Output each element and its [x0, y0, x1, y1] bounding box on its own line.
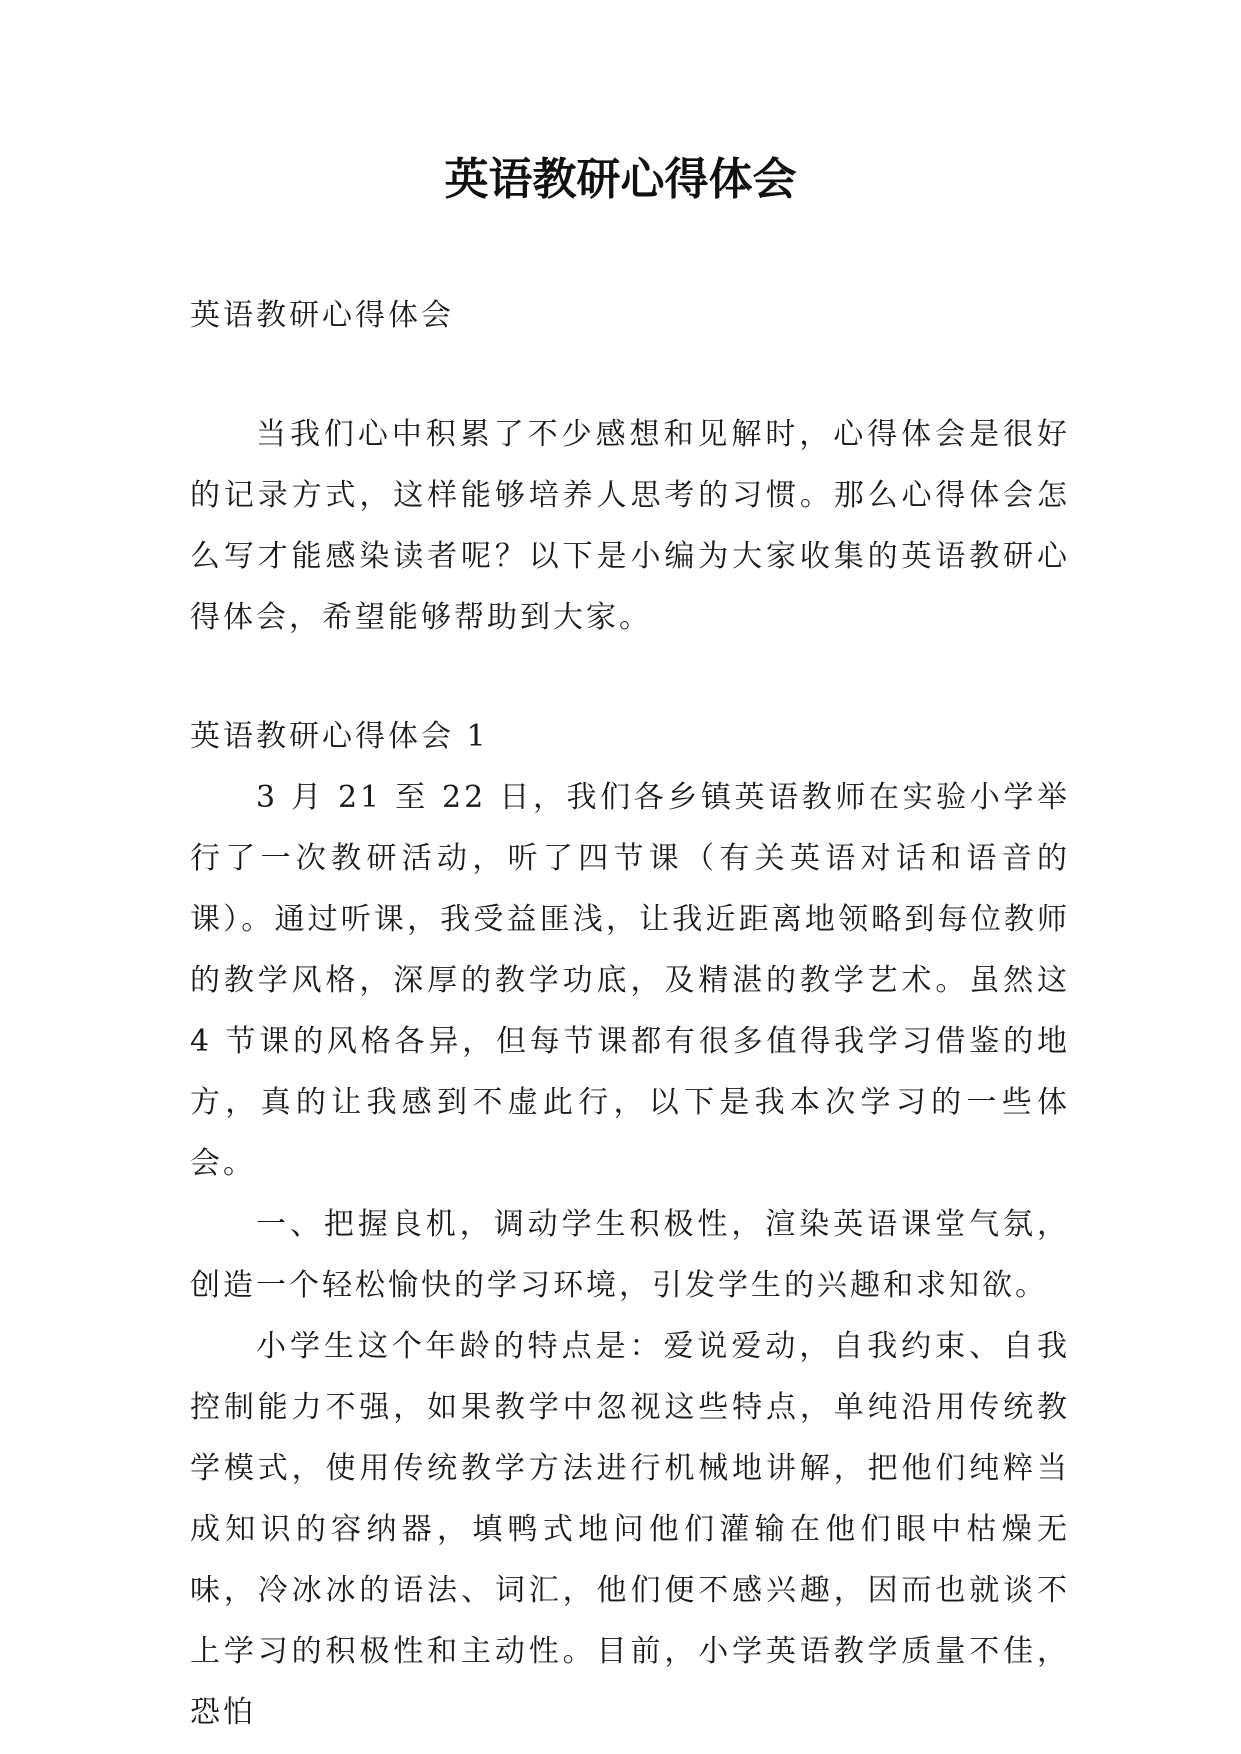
body-paragraph: 小学生这个年龄的特点是：爱说爱动，自我约束、自我控制能力不强，如果教学中忽视这些特点，单纯沿用传统教学模式，使用传统教学方法进行机械地讲解，把他们纯粹当成知识的容纳器，填鸭式地问他们灌输在他们眼中枯燥无味，冷冰冰的语法、词汇，他们便不感兴趣，因而也就谈不上学习的积极性和主动性。目前，小学英语教学质量不佳，恐怕	[190, 1329, 1070, 1730]
intro-paragraph: 当我们心中积累了不少感想和见解时，心得体会是很好的记录方式，这样能够培养人思考的习惯。那么心得体会怎么写才能感染读者呢？以下是小编为大家收集的英语教研心得体会，希望能够帮助到大家。	[190, 417, 1070, 635]
document-title: 英语教研心得体会	[444, 154, 797, 205]
body-paragraph: 3 月 21 至 22 日，我们各乡镇英语教师在实验小学举行了一次教研活动，听了四节课（有关英语对话和语音的课）。通过听课，我受益匪浅，让我近距离地领略到每位教师的教学风格，深厚的教学功底，及精湛的教学艺术。虽然这 4 节课的风格各异，但每节课都有很多值得我学习借鉴的地方，真的让我感到不虚此行，以下是我本次学习的一些体会。	[190, 780, 1070, 1181]
body-paragraph: 一、把握良机，调动学生积极性，渲染英语课堂气氛，创造一个轻松愉快的学习环境，引发学生的兴趣和求知欲。	[190, 1207, 1070, 1303]
document-body	[190, 285, 1070, 1743]
section-heading: 英语教研心得体会 1	[190, 719, 489, 754]
document-subtitle: 英语教研心得体会	[190, 298, 454, 333]
